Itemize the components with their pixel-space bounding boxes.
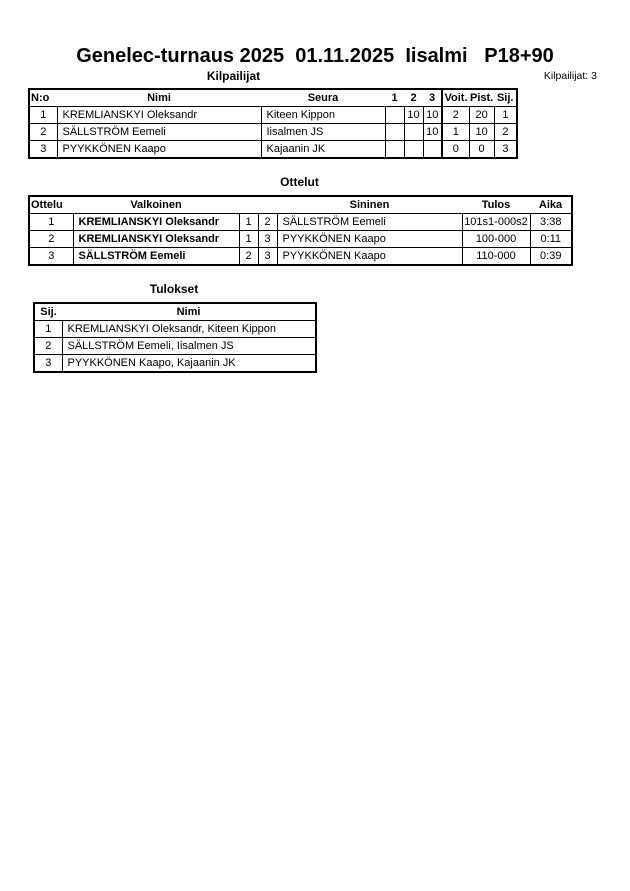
result-place: 3	[34, 355, 62, 373]
competitor-no: 2	[29, 124, 57, 141]
match-time: 0:39	[530, 248, 572, 266]
competitors-header-row	[29, 89, 517, 107]
result-name: PYYKKÖNEN Kaapo, Kajaanin JK	[62, 355, 316, 373]
match-result: 100-000	[462, 231, 530, 248]
page-title: Genelec-turnaus 2025 01.11.2025 Iisalmi P18+90	[76, 45, 554, 67]
competitor-round2: 10	[404, 107, 423, 124]
match-white-no: 1	[239, 214, 258, 231]
col-header-time: Aika	[530, 196, 572, 214]
competitor-club: Iisalmen JS	[261, 124, 385, 141]
competitor-points: 10	[469, 124, 494, 141]
result-place: 2	[34, 338, 62, 355]
match-result: 101s1-000s2	[462, 214, 530, 231]
competitor-name: SÄLLSTRÖM Eemeli	[57, 124, 261, 141]
competitor-no: 3	[29, 141, 57, 159]
match-result: 110-000	[462, 248, 530, 266]
match-blue-no: 3	[258, 231, 277, 248]
competitor-round1	[385, 124, 404, 141]
match-blue-no: 3	[258, 248, 277, 266]
match-time: 3:38	[530, 214, 572, 231]
matches-header-row	[29, 196, 572, 214]
competitor-round2	[404, 141, 423, 159]
col-header-club: Seura	[261, 89, 385, 107]
match-blue-no: 2	[258, 214, 277, 231]
col-header-white: Valkoinen	[73, 196, 239, 214]
match-white-no: 2	[239, 248, 258, 266]
result-row	[34, 355, 316, 373]
competitor-place: 1	[494, 107, 517, 124]
competitor-round3: 10	[423, 107, 442, 124]
match-white-name: KREMLIANSKYI Oleksandr	[73, 231, 239, 248]
result-place: 1	[34, 321, 62, 338]
col-header-white-no	[239, 196, 258, 214]
competitor-club: Kajaanin JK	[261, 141, 385, 159]
match-row	[29, 248, 572, 266]
competitor-place: 2	[494, 124, 517, 141]
match-white-name: SÄLLSTRÖM Eemeli	[73, 248, 239, 266]
col-header-points: Pist.	[469, 89, 494, 107]
competitor-round1	[385, 107, 404, 124]
competitor-wins: 2	[442, 107, 469, 124]
match-no: 1	[29, 214, 73, 231]
match-white-name: KREMLIANSKYI Oleksandr	[73, 214, 239, 231]
col-header-round3: 3	[423, 89, 442, 107]
col-header-round2: 2	[404, 89, 423, 107]
col-header-wins: Voit.	[442, 89, 469, 107]
match-no: 2	[29, 231, 73, 248]
col-header-no: N:o	[29, 89, 57, 107]
col-header-place: Sij.	[494, 89, 517, 107]
competitor-row	[29, 141, 517, 159]
competitor-wins: 0	[442, 141, 469, 159]
col-header-round1: 1	[385, 89, 404, 107]
competitor-round1	[385, 141, 404, 159]
competitor-wins: 1	[442, 124, 469, 141]
competitor-no: 1	[29, 107, 57, 124]
results-heading: Tulokset	[149, 282, 199, 296]
col-header-place: Sij.	[34, 303, 62, 321]
col-header-blue-no	[258, 196, 277, 214]
result-row	[34, 338, 316, 355]
col-header-result: Tulos	[462, 196, 530, 214]
match-blue-name: SÄLLSTRÖM Eemeli	[277, 214, 462, 231]
col-header-blue: Sininen	[277, 196, 462, 214]
competitor-row	[29, 107, 517, 124]
competitor-points: 0	[469, 141, 494, 159]
competitor-points: 20	[469, 107, 494, 124]
competitors-table	[28, 88, 518, 159]
competitor-count-label: Kilpailijat: 3	[543, 70, 597, 82]
match-blue-name: PYYKKÖNEN Kaapo	[277, 231, 462, 248]
match-row	[29, 231, 572, 248]
match-time: 0:11	[530, 231, 572, 248]
match-white-no: 1	[239, 231, 258, 248]
competitor-row	[29, 124, 517, 141]
competitors-heading: Kilpailijat	[206, 69, 261, 83]
matches-table	[28, 195, 573, 266]
competitor-place: 3	[494, 141, 517, 159]
result-row	[34, 321, 316, 338]
match-row	[29, 214, 572, 231]
result-name: KREMLIANSKYI Oleksandr, Kiteen Kippon	[62, 321, 316, 338]
competitor-name: KREMLIANSKYI Oleksandr	[57, 107, 261, 124]
competitor-round3: 10	[423, 124, 442, 141]
match-blue-name: PYYKKÖNEN Kaapo	[277, 248, 462, 266]
competitor-club: Kiteen Kippon	[261, 107, 385, 124]
col-header-match: Ottelu	[29, 196, 73, 214]
col-header-name: Nimi	[62, 303, 316, 321]
results-table	[33, 302, 317, 373]
result-name: SÄLLSTRÖM Eemeli, Iisalmen JS	[62, 338, 316, 355]
col-header-name: Nimi	[57, 89, 261, 107]
results-header-row	[34, 303, 316, 321]
competitor-round2	[404, 124, 423, 141]
match-no: 3	[29, 248, 73, 266]
matches-heading: Ottelut	[280, 175, 319, 189]
competitor-round3	[423, 141, 442, 159]
competitor-name: PYYKKÖNEN Kaapo	[57, 141, 261, 159]
